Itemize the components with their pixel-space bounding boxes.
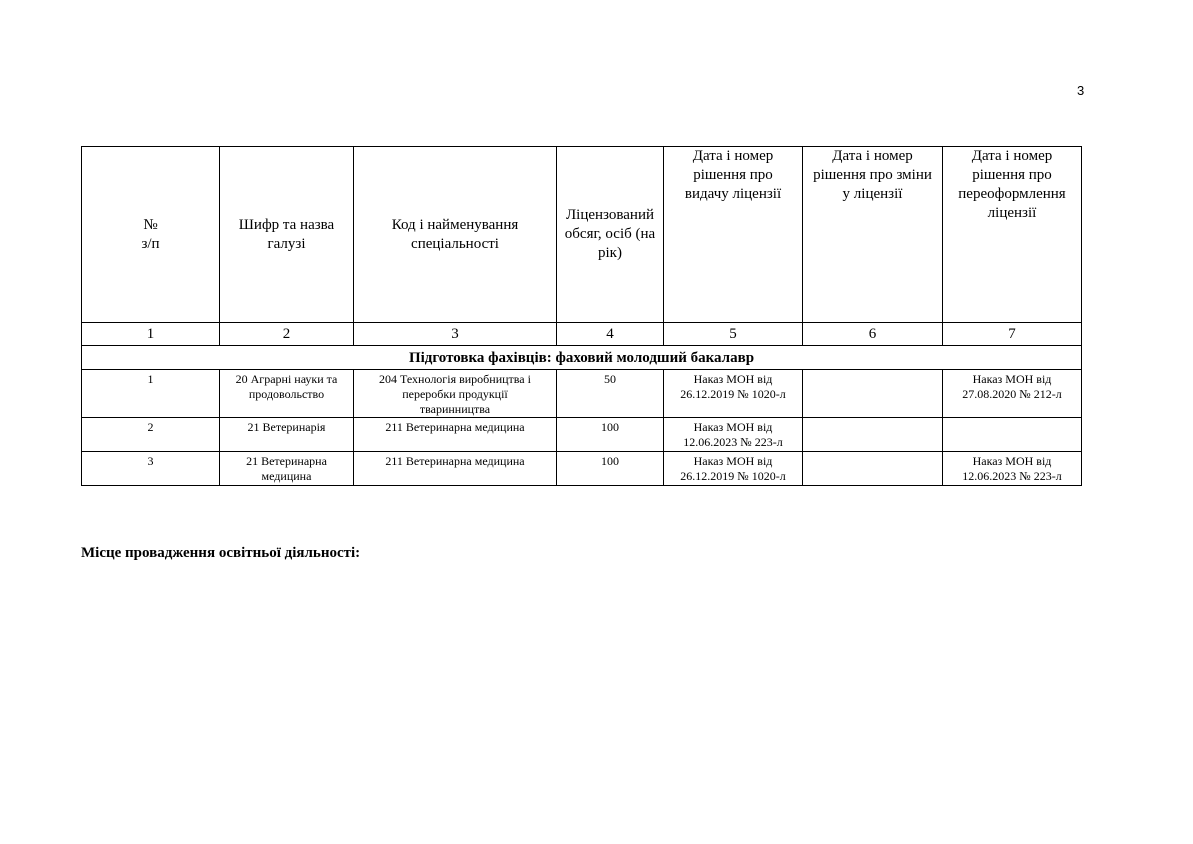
row-field: 20 Аграрні науки та продовольство: [220, 370, 354, 418]
column-number: 3: [354, 323, 557, 346]
row-issue: Наказ МОН від 12.06.2023 № 223-л: [664, 418, 803, 452]
header-specialty: Код і найменування спеціальності: [354, 147, 557, 323]
column-number: 2: [220, 323, 354, 346]
row-specialty: 204 Технологія виробництва і переробки продукції тваринництва: [354, 370, 557, 418]
row-volume: 100: [557, 452, 664, 486]
column-number: 1: [82, 323, 220, 346]
row-changes: [803, 452, 943, 486]
page-number: 3: [1077, 83, 1085, 98]
column-numbers-row: [82, 323, 1082, 346]
column-number: 6: [803, 323, 943, 346]
header-row: [82, 147, 1082, 323]
row-volume: 50: [557, 370, 664, 418]
header-volume: Ліцензований обсяг, осіб (на рік): [557, 147, 664, 323]
row-issue: Наказ МОН від 26.12.2019 № 1020-л: [664, 370, 803, 418]
header-reissue-decision: Дата і номер рішення про переоформлення ліцензії: [943, 147, 1082, 323]
row-reissue: Наказ МОН від 27.08.2020 № 212-л: [943, 370, 1082, 418]
section-title: Підготовка фахівців: фаховий молодший бакалавр: [82, 346, 1082, 370]
header-num: № з/п: [82, 147, 220, 323]
row-reissue: [943, 418, 1082, 452]
column-number: 4: [557, 323, 664, 346]
place-of-activity-label: Місце провадження освітньої діяльності:: [81, 545, 361, 561]
row-changes: [803, 370, 943, 418]
row-field: 21 Ветеринарія: [220, 418, 354, 452]
row-num: 3: [82, 452, 220, 486]
section-row: [82, 346, 1082, 370]
header-changes-decision: Дата і номер рішення про зміни у ліцензії: [803, 147, 943, 323]
row-issue: Наказ МОН від 26.12.2019 № 1020-л: [664, 452, 803, 486]
license-table: [81, 146, 1082, 486]
header-field: Шифр та назва галузі: [220, 147, 354, 323]
row-num: 2: [82, 418, 220, 452]
row-num: 1: [82, 370, 220, 418]
row-field: 21 Ветеринарна медицина: [220, 452, 354, 486]
table-row: [82, 370, 1082, 418]
row-changes: [803, 418, 943, 452]
row-volume: 100: [557, 418, 664, 452]
row-specialty: 211 Ветеринарна медицина: [354, 418, 557, 452]
column-number: 5: [664, 323, 803, 346]
row-specialty: 211 Ветеринарна медицина: [354, 452, 557, 486]
table-row: [82, 418, 1082, 452]
table-row: [82, 452, 1082, 486]
row-reissue: Наказ МОН від 12.06.2023 № 223-л: [943, 452, 1082, 486]
column-number: 7: [943, 323, 1082, 346]
header-issue-decision: Дата і номер рішення про видачу ліцензії: [664, 147, 803, 323]
